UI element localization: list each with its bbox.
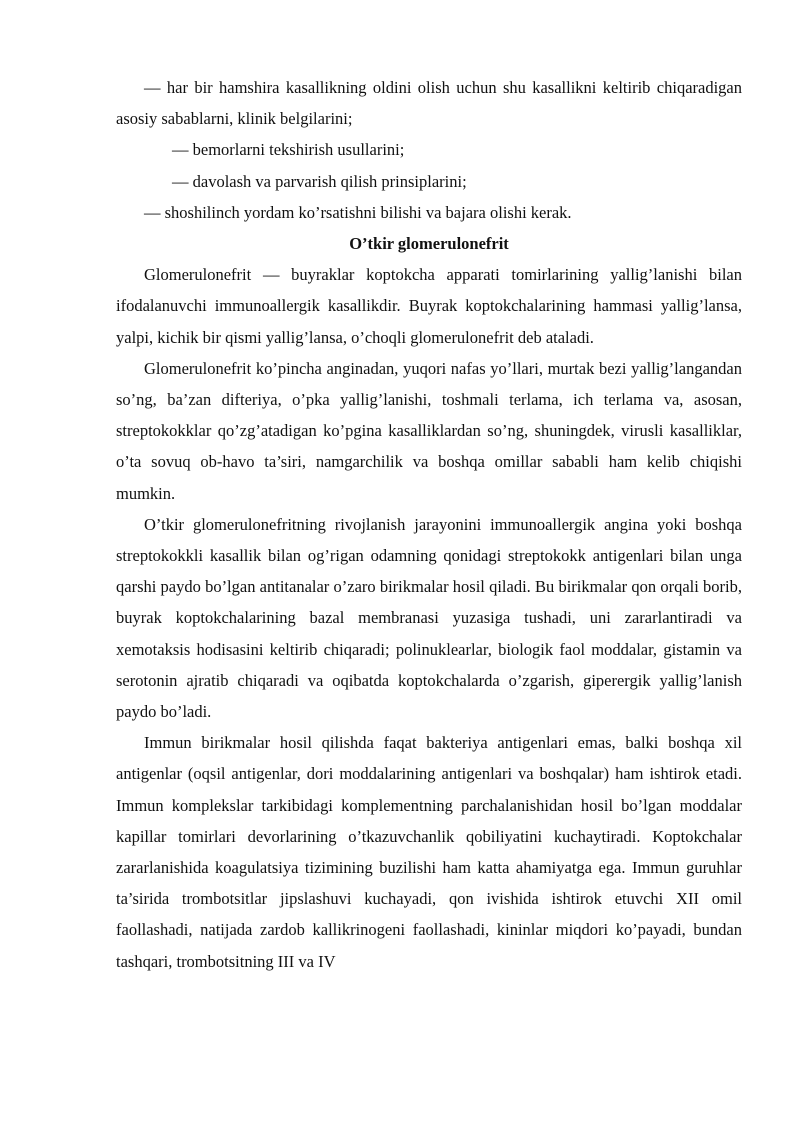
paragraph-immune-complexes: Immun birikmalar hosil qilishda faqat bakteriya antigenlari emas, balki boshqa xil antigenlar (oqsil antigenlar, dori moddalarining antigenlari va boshqalar) ham ishtirok etadi. Immun komplekslar tarkibidagi komplementning parchalanishidan hosil bo’lgan moddalar kapillar tomirlari devorlarining o’tkazuvchanlik qobiliyatini kuchaytiradi. Koptokchalar zararlanishida koagulatsiya tizimining buzilishi ham katta ahamiyatga ega. Immun guruhlar ta’sirida trombotsitlar jipslashuvi kuchayadi, qon ivishida ishtirok etuvchi XII omil faollashadi, natijada zardob kallikrinogeni faollashadi, kininlar miqdori ko’payadi, bundan tashqari, trombotsitning III va IV: [116, 733, 742, 971]
list-item-examination: — bemorlarni tekshirish usullarini;: [172, 140, 405, 160]
list-item-emergency: — shoshilinch yordam ko’rsatishni bilishi va bajara olishi kerak.: [144, 202, 572, 222]
paragraph-pathogenesis: O’tkir glomerulonefritning rivojlanish jarayonini immunoallergik angina yoki boshqa streptokokkli kasallik bilan og’rigan odamning qonidagi streptokokk antigenlari bilan unga qarshi paydo bo’lgan antitanalar o’zaro birikmalar hosil qiladi. Bu birikmalar qon orqali borib, buyrak koptokchalarining bazal membranasi yuzasiga tushadi, uni zararlantiradi va xemotaksis hodisasini keltirib chiqaradi; polinuklearlar, biologik faol moddalar, gistamin va serotonin ajratib chiqaradi va oqibatda koptokchalarda o’zgarish, giperergik yallig’lanish paydo bo’ladi.: [116, 514, 742, 722]
paragraph-definition: Glomerulonefrit — buyraklar koptokcha apparati tomirlarining yallig’lanishi bilan ifodalanuvchi immunoallergik kasallikdir. Buyrak koptokchalarining hammasi yallig’lansa, yalpi, kichik bir qismi yallig’lansa, o’choqli glomerulonefrit deb ataladi.: [116, 265, 742, 347]
list-item-treatment: — davolash va parvarish qilish prinsiplarini;: [172, 171, 467, 191]
paragraph-causes: Glomerulonefrit ko’pincha anginadan, yuqori nafas yo’llari, murtak bezi yallig’langandan so’ng, ba’zan difteriya, o’pka yallig’lanishi, toshmali terlama, ich terlama va, asosan, streptokokklar qo’zg’atadigan ko’pgina kasalliklardan so’ng, shuningdek, virusli kasalliklar, o’ta sovuq ob-havo ta’siri, namgarchilik va boshqa omillar sababli ham kelib chiqishi mumkin.: [116, 358, 742, 503]
section-title: O’tkir glomerulonefrit: [349, 234, 509, 254]
document-page: [116, 72, 742, 977]
list-item-causes: — har bir hamshira kasallikning oldini olish uchun shu kasallikni keltirib chiqaradigan asosiy sabablarni, klinik belgilarini;: [116, 78, 742, 129]
